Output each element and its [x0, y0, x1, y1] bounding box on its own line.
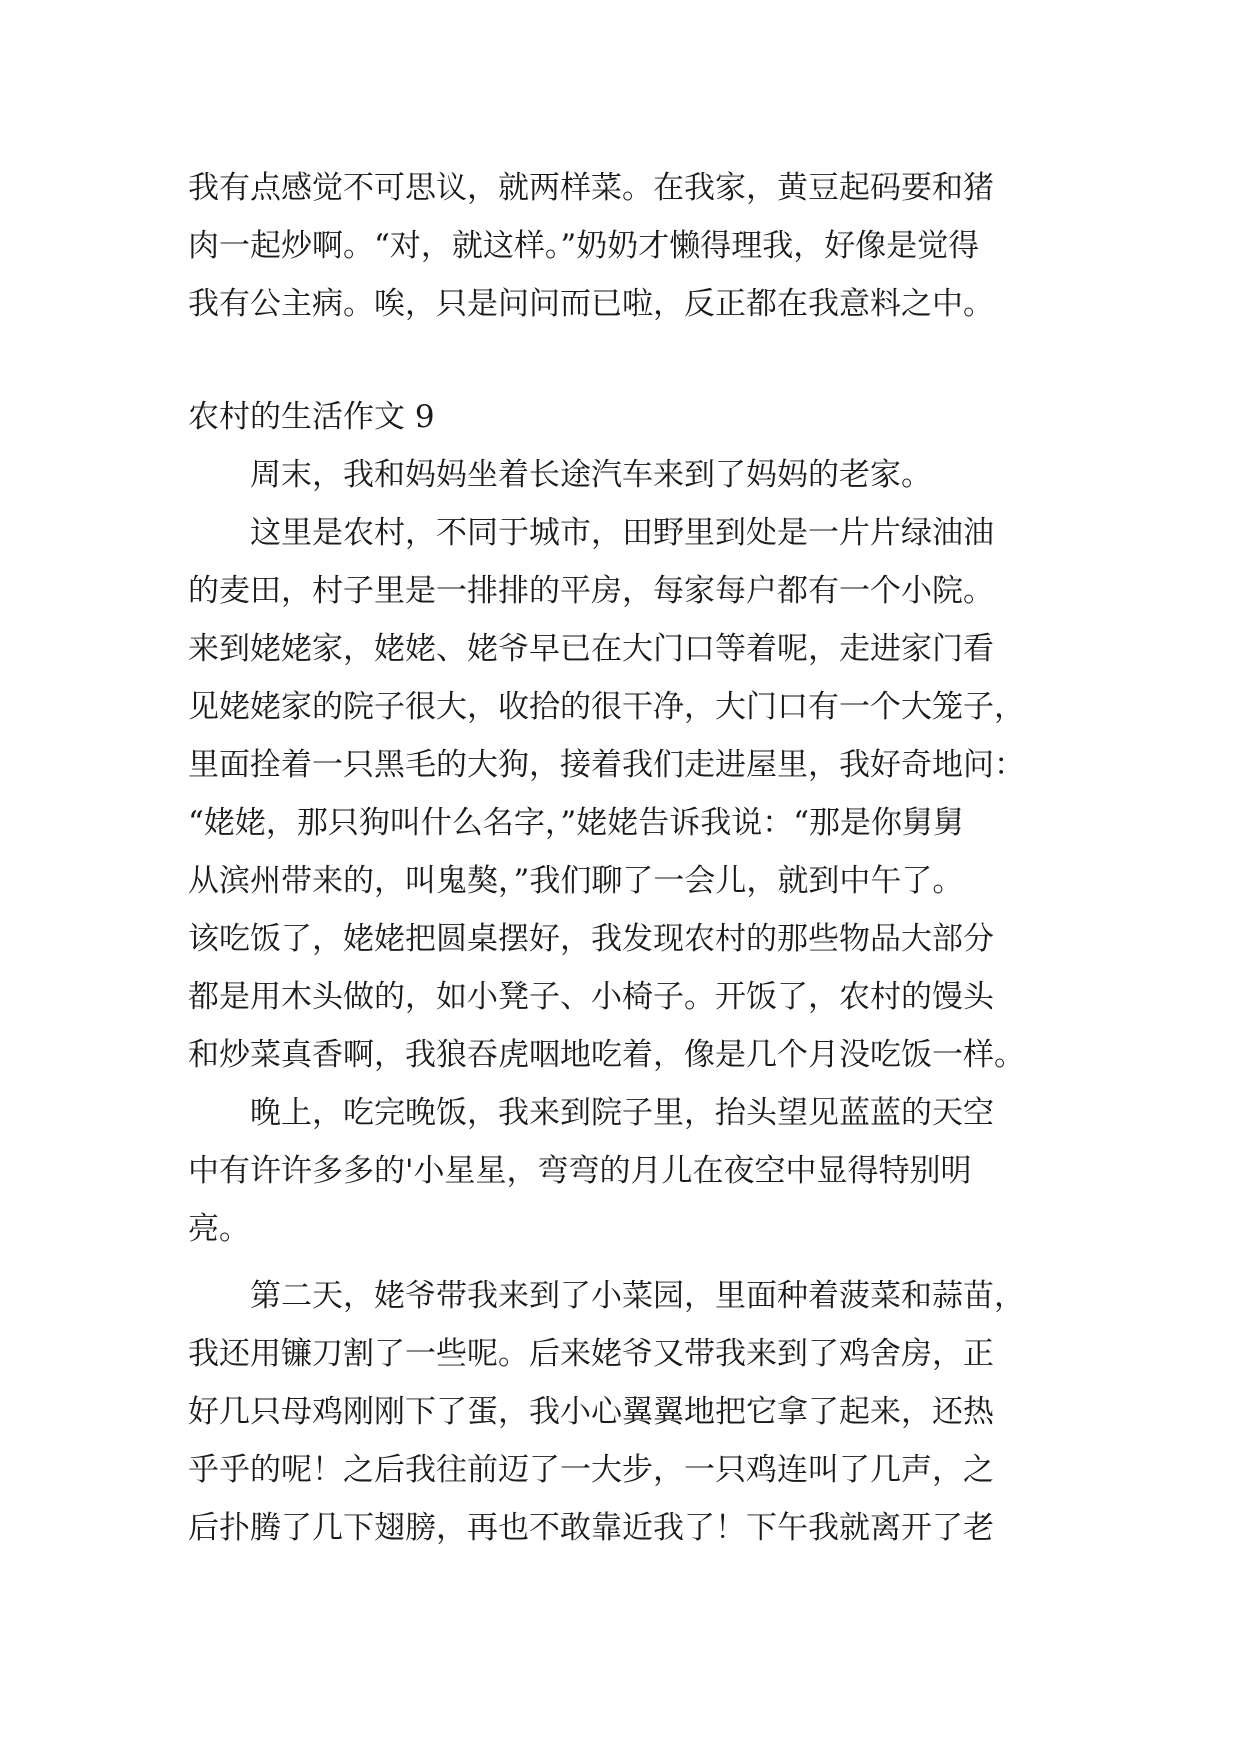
text-line: 里面拴着一只黑毛的大狗，接着我们走进屋里，我好奇地问： [188, 747, 1025, 783]
text-line: 肉一起炒啊。“对，就这样。”奶奶才懒得理我，好像是觉得 [188, 228, 980, 264]
text-line: 亮。 [188, 1211, 250, 1247]
text-line: 好几只母鸡刚刚下了蛋，我小心翼翼地把它拿了起来，还热 [188, 1394, 994, 1430]
text-line: 第二天，姥爷带我来到了小菜园，里面种着菠菜和蒜苗， [188, 1278, 1025, 1314]
text-line: 晚上，吃完晚饭，我来到院子里，抬头望见蓝蓝的天空 [188, 1095, 994, 1131]
text-line: 我有公主病。唉，只是问问而已啦，反正都在我意料之中。 [188, 286, 994, 322]
text-line: 从滨州带来的，叫鬼獒，”我们聊了一会儿，就到中午了。 [188, 863, 964, 899]
text-line: 我有点感觉不可思议，就两样菜。在我家，黄豆起码要和猪 [188, 170, 994, 206]
text-line: 的麦田，村子里是一排排的平房，每家每户都有一个小院。 [188, 573, 994, 609]
text-line: 该吃饭了，姥姥把圆桌摆好，我发现农村的那些物品大部分 [188, 921, 994, 957]
text-line: 乎乎的呢！之后我往前迈了一大步，一只鸡连叫了几声，之 [188, 1452, 994, 1488]
text-line: 和炒菜真香啊，我狼吞虎咽地吃着，像是几个月没吃饭一样。 [188, 1037, 1025, 1073]
paragraph-gap [188, 1258, 1068, 1267]
essay-body [188, 446, 1068, 1557]
text-line: “姥姥，那只狗叫什么名字，”姥姥告诉我说：“那是你舅舅 [188, 805, 965, 841]
text-line: 我还用镰刀割了一些呢。后来姥爷又带我来到了鸡舍房，正 [188, 1336, 994, 1372]
text-line: 后扑腾了几下翅膀，再也不敢靠近我了！下午我就离开了老 [188, 1510, 994, 1546]
text-line: 都是用木头做的，如小凳子、小椅子。开饭了，农村的馒头 [188, 979, 994, 1015]
essay-title: 农村的生活作文 9 [188, 399, 435, 435]
text-line: 这里是农村，不同于城市，田野里到处是一片片绿油油 [188, 515, 994, 551]
text-line: 中有许许多多的'小星星，弯弯的月儿在夜空中显得特别明 [188, 1153, 972, 1189]
text-line: 来到姥姥家，姥姥、姥爷早已在大门口等着呢，走进家门看 [188, 631, 994, 667]
text-line: 见姥姥家的院子很大，收拾的很干净，大门口有一个大笼子， [188, 689, 1025, 725]
continuation-paragraph [188, 159, 1068, 333]
text-line: 周末，我和妈妈坐着长途汽车来到了妈妈的老家。 [188, 457, 932, 493]
